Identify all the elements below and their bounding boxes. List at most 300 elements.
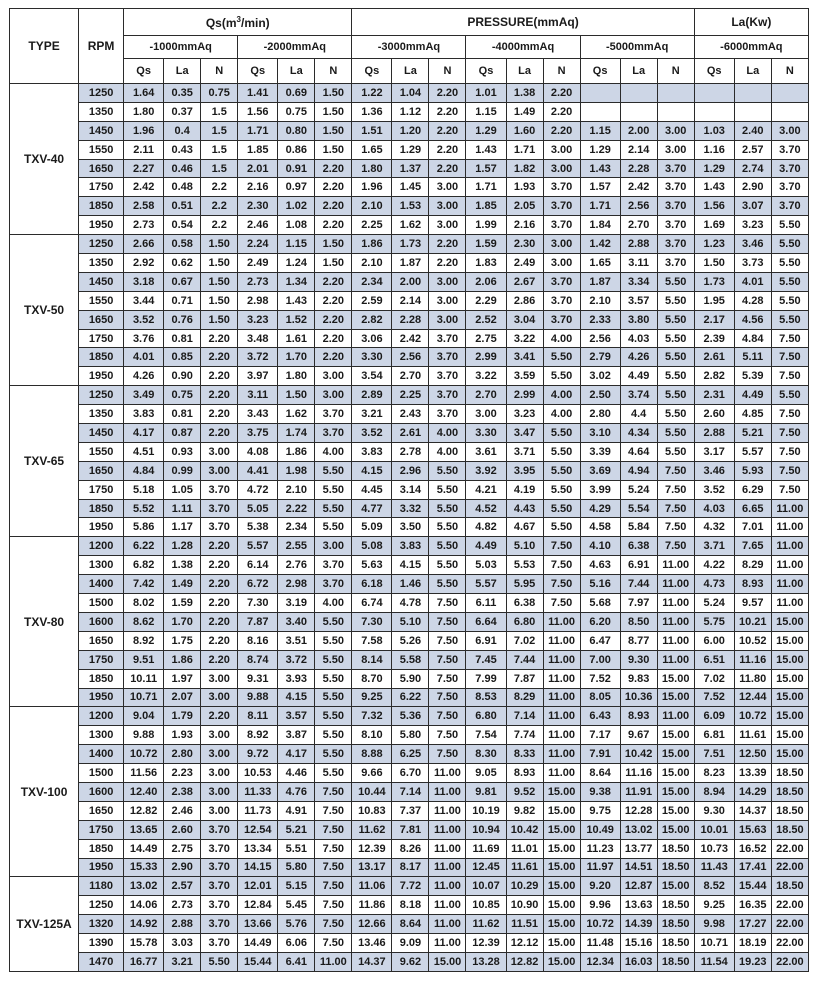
value-cell: 18.50 [771,877,808,896]
sub-header-cell: La [392,59,429,84]
table-row [10,272,809,291]
value-cell: 11.00 [315,952,352,971]
value-cell: 2.00 [392,272,429,291]
value-cell: 3.93 [278,669,315,688]
value-cell [734,84,771,103]
value-cell: 0.43 [164,140,201,159]
value-cell: 22.00 [771,952,808,971]
value-cell: 5.76 [278,915,315,934]
value-cell: 1.71 [238,121,278,140]
table-row [10,424,809,443]
value-cell: 3.70 [543,272,580,291]
value-cell: 22.00 [771,934,808,953]
value-cell: 6.22 [124,537,164,556]
value-cell: 2.20 [315,197,352,216]
value-cell: 3.59 [506,367,543,386]
value-cell: 1.73 [392,235,429,254]
value-cell: 11.00 [429,764,466,783]
value-cell: 13.34 [238,839,278,858]
rpm-cell: 1750 [79,820,124,839]
sub-header-cell: N [657,59,694,84]
value-cell: 2.20 [315,178,352,197]
value-cell: 5.50 [657,405,694,424]
value-cell: 12.44 [734,688,771,707]
value-cell: 4.17 [124,424,164,443]
value-cell: 1.41 [238,84,278,103]
value-cell: 15.00 [657,688,694,707]
value-cell: 18.50 [657,934,694,953]
value-cell: 11.06 [352,877,392,896]
value-cell: 8.14 [352,650,392,669]
value-cell: 2.25 [392,386,429,405]
value-cell: 1.59 [466,235,506,254]
value-cell: 1.50 [694,254,734,273]
value-cell: 3.17 [694,442,734,461]
value-cell: 2.28 [392,310,429,329]
table-row [10,952,809,971]
value-cell: 1.80 [124,102,164,121]
value-cell: 2.23 [164,764,201,783]
value-cell: 11.00 [657,594,694,613]
value-cell: 5.50 [429,556,466,575]
value-cell: 8.17 [392,858,429,877]
value-cell: 1.02 [278,197,315,216]
value-cell: 5.38 [238,518,278,537]
value-cell: 4.82 [466,518,506,537]
value-cell: 11.61 [734,726,771,745]
value-cell: 3.70 [771,159,808,178]
value-cell: 5.10 [392,612,429,631]
value-cell: 2.25 [352,216,392,235]
sub-header-cell: Qs [124,59,164,84]
value-cell: 2.10 [278,480,315,499]
table-row [10,386,809,405]
value-cell: 4.28 [734,291,771,310]
table-row [10,575,809,594]
value-cell: 2.20 [201,575,238,594]
value-cell: 3.61 [466,442,506,461]
sub-header-cell: Qs [238,59,278,84]
value-cell: 18.50 [657,896,694,915]
value-cell: 9.67 [620,726,657,745]
spec-table-container [9,8,809,972]
value-cell: 3.00 [201,442,238,461]
value-cell: 11.00 [771,499,808,518]
value-cell: 2.30 [238,197,278,216]
value-cell: 7.74 [506,726,543,745]
value-cell: 0.51 [164,197,201,216]
value-cell: 1.38 [164,556,201,575]
value-cell: 22.00 [771,896,808,915]
value-cell: 15.00 [543,801,580,820]
value-cell: 2.75 [466,329,506,348]
value-cell: 5.50 [315,726,352,745]
rpm-cell: 1650 [79,801,124,820]
value-cell: 10.72 [124,745,164,764]
value-cell: 15.00 [543,934,580,953]
value-cell: 2.20 [543,84,580,103]
value-cell: 2.88 [620,235,657,254]
value-cell: 18.50 [657,952,694,971]
table-row [10,915,809,934]
value-cell: 1.60 [506,121,543,140]
value-cell: 11.48 [580,934,620,953]
value-cell: 4.34 [620,424,657,443]
value-cell: 8.92 [238,726,278,745]
value-cell: 3.71 [694,537,734,556]
value-cell: 1.29 [392,140,429,159]
value-cell: 2.76 [278,556,315,575]
value-cell: 1.75 [164,631,201,650]
value-cell: 1.50 [278,386,315,405]
value-cell: 4.45 [352,480,392,499]
value-cell: 7.97 [620,594,657,613]
value-cell: 2.20 [315,310,352,329]
value-cell: 2.46 [164,801,201,820]
value-cell: 7.50 [429,631,466,650]
value-cell: 7.50 [657,518,694,537]
value-cell: 5.50 [429,499,466,518]
value-cell: 14.15 [238,858,278,877]
value-cell: 2.88 [694,424,734,443]
value-cell: 1.59 [164,594,201,613]
value-cell: 0.97 [278,178,315,197]
value-cell: 1.01 [466,84,506,103]
value-cell: 4.91 [278,801,315,820]
rpm-cell: 1450 [79,121,124,140]
value-cell: 11.00 [657,631,694,650]
value-cell: 11.00 [657,575,694,594]
value-cell: 1.20 [392,121,429,140]
value-cell: 3.99 [580,480,620,499]
value-cell: 1.57 [580,178,620,197]
value-cell: 2.10 [352,197,392,216]
value-cell: 8.93 [620,707,657,726]
value-cell [771,84,808,103]
value-cell: 10.19 [466,801,506,820]
value-cell: 1.85 [238,140,278,159]
value-cell: 11.54 [694,952,734,971]
value-cell: 2.60 [164,820,201,839]
value-cell: 4.85 [734,405,771,424]
value-cell: 9.81 [466,782,506,801]
value-cell: 7.14 [392,782,429,801]
value-cell: 11.00 [657,612,694,631]
value-cell: 2.82 [352,310,392,329]
value-cell: 0.67 [164,272,201,291]
rpm-cell: 1300 [79,726,124,745]
value-cell: 3.47 [506,424,543,443]
value-cell: 4.00 [543,386,580,405]
value-cell: 4.78 [392,594,429,613]
value-cell: 4.15 [352,461,392,480]
value-cell: 4.15 [392,556,429,575]
value-cell: 3.00 [201,801,238,820]
value-cell: 5.50 [429,480,466,499]
rpm-cell: 1550 [79,291,124,310]
table-row [10,499,809,518]
value-cell: 5.50 [315,499,352,518]
value-cell: 11.80 [734,669,771,688]
value-cell: 1.70 [164,612,201,631]
value-cell: 1.5 [201,159,238,178]
table-row [10,291,809,310]
rpm-cell: 1350 [79,102,124,121]
value-cell: 1.08 [278,216,315,235]
rpm-cell: 1450 [79,424,124,443]
value-cell: 13.77 [620,839,657,858]
value-cell: 3.00 [657,140,694,159]
value-cell: 7.37 [392,801,429,820]
value-cell: 2.20 [201,537,238,556]
value-cell: 3.87 [278,726,315,745]
value-cell: 4.46 [278,764,315,783]
value-cell: 10.07 [466,877,506,896]
value-cell: 4.26 [124,367,164,386]
value-cell: 12.40 [124,782,164,801]
rpm-cell: 1400 [79,745,124,764]
value-cell: 1.50 [315,235,352,254]
value-cell: 1.43 [694,178,734,197]
value-cell: 15.00 [543,858,580,877]
value-cell: 4.26 [620,348,657,367]
table-row [10,896,809,915]
value-cell: 6.41 [278,952,315,971]
sub-header-cell: N [771,59,808,84]
value-cell: 7.50 [315,782,352,801]
value-cell: 15.00 [543,839,580,858]
value-cell: 9.52 [506,782,543,801]
value-cell: 1.50 [315,102,352,121]
value-cell: 5.50 [315,650,352,669]
value-cell: 7.50 [657,461,694,480]
value-cell: 5.51 [278,839,315,858]
value-cell: 3.83 [124,405,164,424]
table-row [10,594,809,613]
value-cell: 7.42 [124,575,164,594]
value-cell: 7.50 [657,537,694,556]
value-cell: 2.56 [392,348,429,367]
value-cell: 11.00 [429,934,466,953]
value-cell: 7.50 [429,745,466,764]
value-cell: 7.50 [543,594,580,613]
rpm-cell: 1850 [79,499,124,518]
value-cell: 4.29 [580,499,620,518]
value-cell: 5.50 [657,291,694,310]
value-cell: 2.24 [238,235,278,254]
value-cell: 3.00 [315,537,352,556]
value-cell: 5.50 [543,367,580,386]
value-cell: 3.70 [315,405,352,424]
pressure-6000-header: -6000mmAq [694,36,808,59]
value-cell: 3.00 [543,235,580,254]
value-cell: 7.50 [315,858,352,877]
value-cell: 18.50 [657,839,694,858]
value-cell: 3.70 [657,178,694,197]
value-cell: 8.70 [352,669,392,688]
value-cell: 5.84 [620,518,657,537]
value-cell: 1.12 [392,102,429,121]
table-row [10,612,809,631]
value-cell: 8.53 [466,688,506,707]
value-cell: 2.59 [352,291,392,310]
value-cell: 7.50 [315,934,352,953]
value-cell: 15.00 [771,631,808,650]
value-cell: 9.88 [124,726,164,745]
value-cell: 11.00 [543,669,580,688]
value-cell: 6.47 [580,631,620,650]
value-cell: 1.65 [580,254,620,273]
value-cell: 14.49 [238,934,278,953]
value-cell: 5.50 [429,518,466,537]
value-cell: 5.24 [694,594,734,613]
value-cell: 2.80 [580,405,620,424]
value-cell: 1.79 [164,707,201,726]
value-cell: 13.02 [620,820,657,839]
value-cell: 5.54 [620,499,657,518]
value-cell: 11.00 [429,877,466,896]
value-cell: 15.00 [543,877,580,896]
value-cell: 0.90 [164,367,201,386]
rpm-cell: 1320 [79,915,124,934]
value-cell: 3.07 [734,197,771,216]
value-cell: 12.50 [734,745,771,764]
value-cell: 2.14 [392,291,429,310]
value-cell: 0.85 [164,348,201,367]
table-row [10,745,809,764]
value-cell: 1.80 [352,159,392,178]
value-cell: 1.37 [392,159,429,178]
value-cell: 3.22 [506,329,543,348]
value-cell: 3.70 [543,310,580,329]
value-cell [620,84,657,103]
value-cell: 8.64 [580,764,620,783]
value-cell: 7.50 [429,669,466,688]
value-cell: 3.30 [352,348,392,367]
value-cell: 4.03 [620,329,657,348]
value-cell: 2.14 [620,140,657,159]
value-cell: 5.50 [315,461,352,480]
value-cell: 9.72 [238,745,278,764]
value-cell: 2.20 [201,367,238,386]
value-cell: 2.42 [392,329,429,348]
value-cell: 2.16 [506,216,543,235]
value-cell: 11.00 [771,518,808,537]
value-cell: 1.15 [580,121,620,140]
value-cell: 3.80 [620,310,657,329]
value-cell: 5.50 [429,537,466,556]
value-cell: 10.73 [694,839,734,858]
value-cell: 3.70 [201,877,238,896]
value-cell: 3.70 [201,839,238,858]
value-cell: 5.50 [543,442,580,461]
value-cell: 6.25 [392,745,429,764]
value-cell: 6.65 [734,499,771,518]
value-cell: 4.56 [734,310,771,329]
value-cell: 7.17 [580,726,620,745]
rpm-cell: 1550 [79,442,124,461]
value-cell: 3.43 [238,405,278,424]
value-cell: 8.33 [506,745,543,764]
value-cell: 2.61 [694,348,734,367]
table-row [10,310,809,329]
rpm-cell: 1750 [79,650,124,669]
value-cell: 11.43 [694,858,734,877]
value-cell: 2.98 [278,575,315,594]
value-cell: 14.29 [734,782,771,801]
value-cell: 0.80 [278,121,315,140]
value-cell: 7.30 [352,612,392,631]
rpm-cell: 1950 [79,518,124,537]
value-cell: 1.50 [315,84,352,103]
value-cell: 6.80 [506,612,543,631]
value-cell: 1.05 [164,480,201,499]
value-cell: 1.15 [278,235,315,254]
value-cell: 4.64 [620,442,657,461]
value-cell: 11.56 [124,764,164,783]
sub-header-cell: Qs [352,59,392,84]
value-cell: 2.20 [315,216,352,235]
value-cell: 18.50 [657,858,694,877]
value-cell: 2.34 [352,272,392,291]
table-row [10,140,809,159]
value-cell: 3.00 [429,197,466,216]
value-cell: 1.86 [352,235,392,254]
value-cell: 0.99 [164,461,201,480]
value-cell: 3.70 [543,216,580,235]
value-cell: 12.12 [506,934,543,953]
value-cell: 7.91 [580,745,620,764]
rpm-cell: 1750 [79,178,124,197]
value-cell: 1.93 [506,178,543,197]
value-cell: 15.00 [543,782,580,801]
value-cell: 15.00 [771,669,808,688]
value-cell: 7.44 [506,650,543,669]
table-row [10,934,809,953]
value-cell: 1.87 [392,254,429,273]
value-cell: 1.50 [201,235,238,254]
value-cell: 1.56 [238,102,278,121]
value-cell: 3.00 [429,291,466,310]
value-cell: 5.50 [543,424,580,443]
value-cell: 7.50 [771,461,808,480]
value-cell: 2.28 [620,159,657,178]
value-cell: 7.02 [506,631,543,650]
value-cell: 4.15 [278,688,315,707]
value-cell: 14.06 [124,896,164,915]
value-cell: 9.20 [580,877,620,896]
value-cell: 1.73 [694,272,734,291]
value-cell [657,84,694,103]
value-cell: 1.50 [201,291,238,310]
value-cell: 3.70 [771,178,808,197]
value-cell: 2.20 [201,594,238,613]
value-cell: 4.63 [580,556,620,575]
table-row [10,650,809,669]
value-cell: 0.91 [278,159,315,178]
table-row [10,367,809,386]
value-cell: 9.25 [694,896,734,915]
rpm-cell: 1250 [79,896,124,915]
value-cell: 5.21 [734,424,771,443]
value-cell: 17.41 [734,858,771,877]
value-cell: 3.92 [466,461,506,480]
value-cell: 2.52 [466,310,506,329]
value-cell: 7.58 [352,631,392,650]
value-cell: 6.64 [466,612,506,631]
pressure-header: PRESSURE(mmAq) [352,9,694,36]
value-cell: 11.33 [238,782,278,801]
